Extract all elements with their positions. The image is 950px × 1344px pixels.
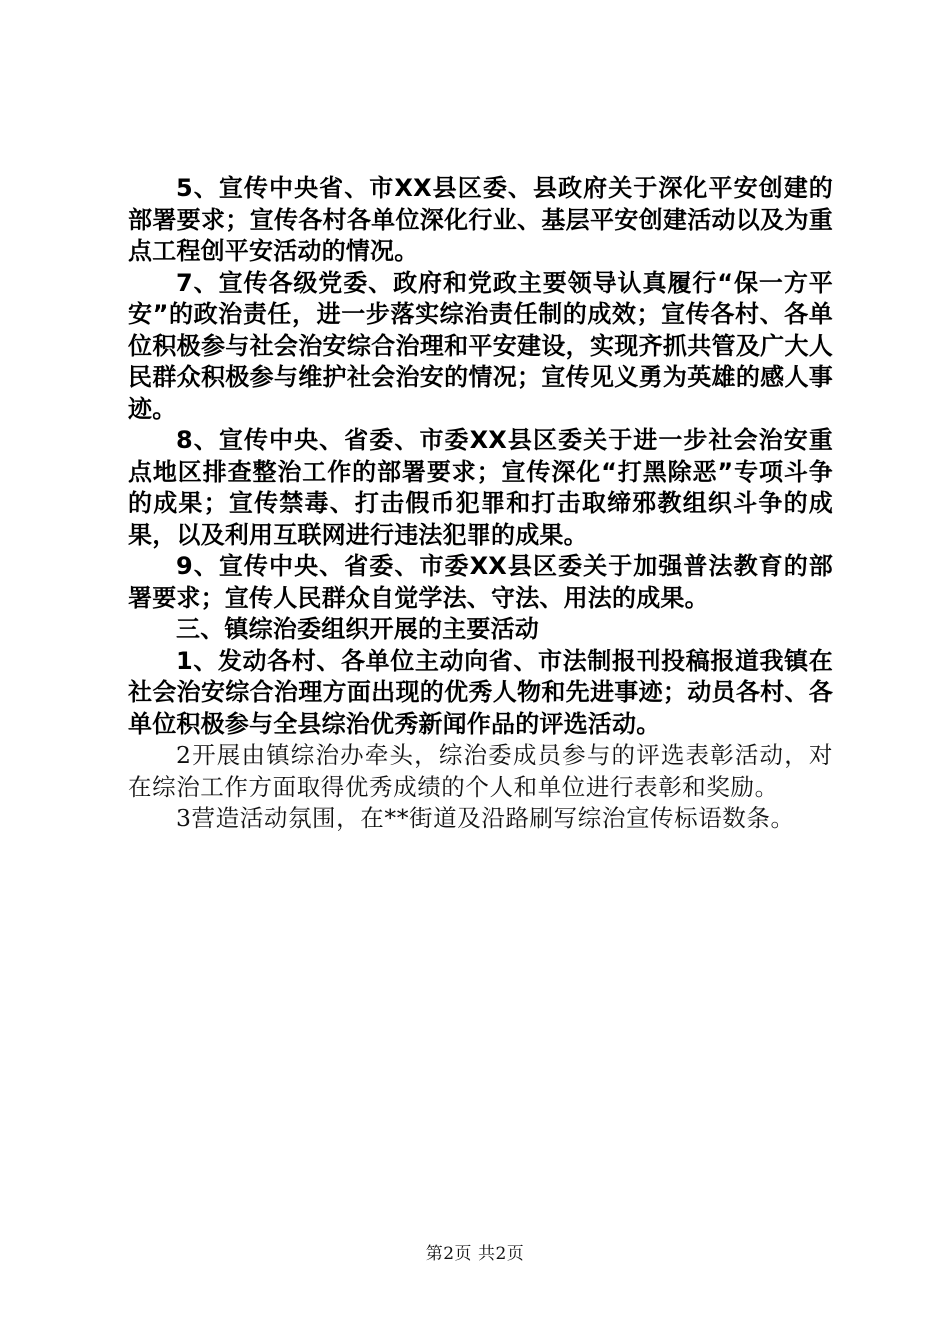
paragraph-item-5: 5、宣传中央省、市XX县区委、县政府关于深化平安创建的部署要求；宣传各村各单位深化行业、基层平安创建活动以及为重点工程创平安活动的情况。 [128,174,833,265]
paragraph-item-8: 8、宣传中央、省委、市委XX县区委关于进一步社会治安重点地区排查整治工作的部署要求；宣传深化“打黑除恶”专项斗争的成果；宣传禁毒、打击假币犯罪和打击取缔邪教组织斗争的成果，以及利用互联网进行违法犯罪的成果。 [128,426,833,549]
paragraph-activity-2: 2开展由镇综治办牵头，综治委成员参与的评选表彰活动，对在综治工作方面取得优秀成绩的个人和单位进行表彰和奖励。 [128,741,833,801]
page-footer: 第2页 共2页 [425,1244,525,1264]
paragraph-activity-3: 3营造活动氛围，在**街道及沿路刷写综治宣传标语数条。 [176,804,795,832]
paragraph-item-9: 9、宣传中央、省委、市委XX县区委关于加强普法教育的部署要求；宣传人民群众自觉学法、守法、用法的成果。 [128,552,833,612]
paragraph-activity-1: 1、发动各村、各单位主动向省、市法制报刊投稿报道我镇在社会治安综合治理方面出现的优秀人物和先进事迹；动员各村、各单位积极参与全县综治优秀新闻作品的评选活动。 [128,646,833,738]
paragraph-item-7: 7、宣传各级党委、政府和党政主要领导认真履行“保一方平安”的政治责任，进一步落实综治责任制的成效；宣传各村、各单位积极参与社会治安综合治理和平安建设，实现齐抓共管及广大人民群众积极参与维护社会治安的情况；宣传见义勇为英雄的感人事迹。 [128,268,833,423]
document-body [128,173,833,835]
section-heading-3: 三、镇综治委组织开展的主要活动 [176,615,539,643]
